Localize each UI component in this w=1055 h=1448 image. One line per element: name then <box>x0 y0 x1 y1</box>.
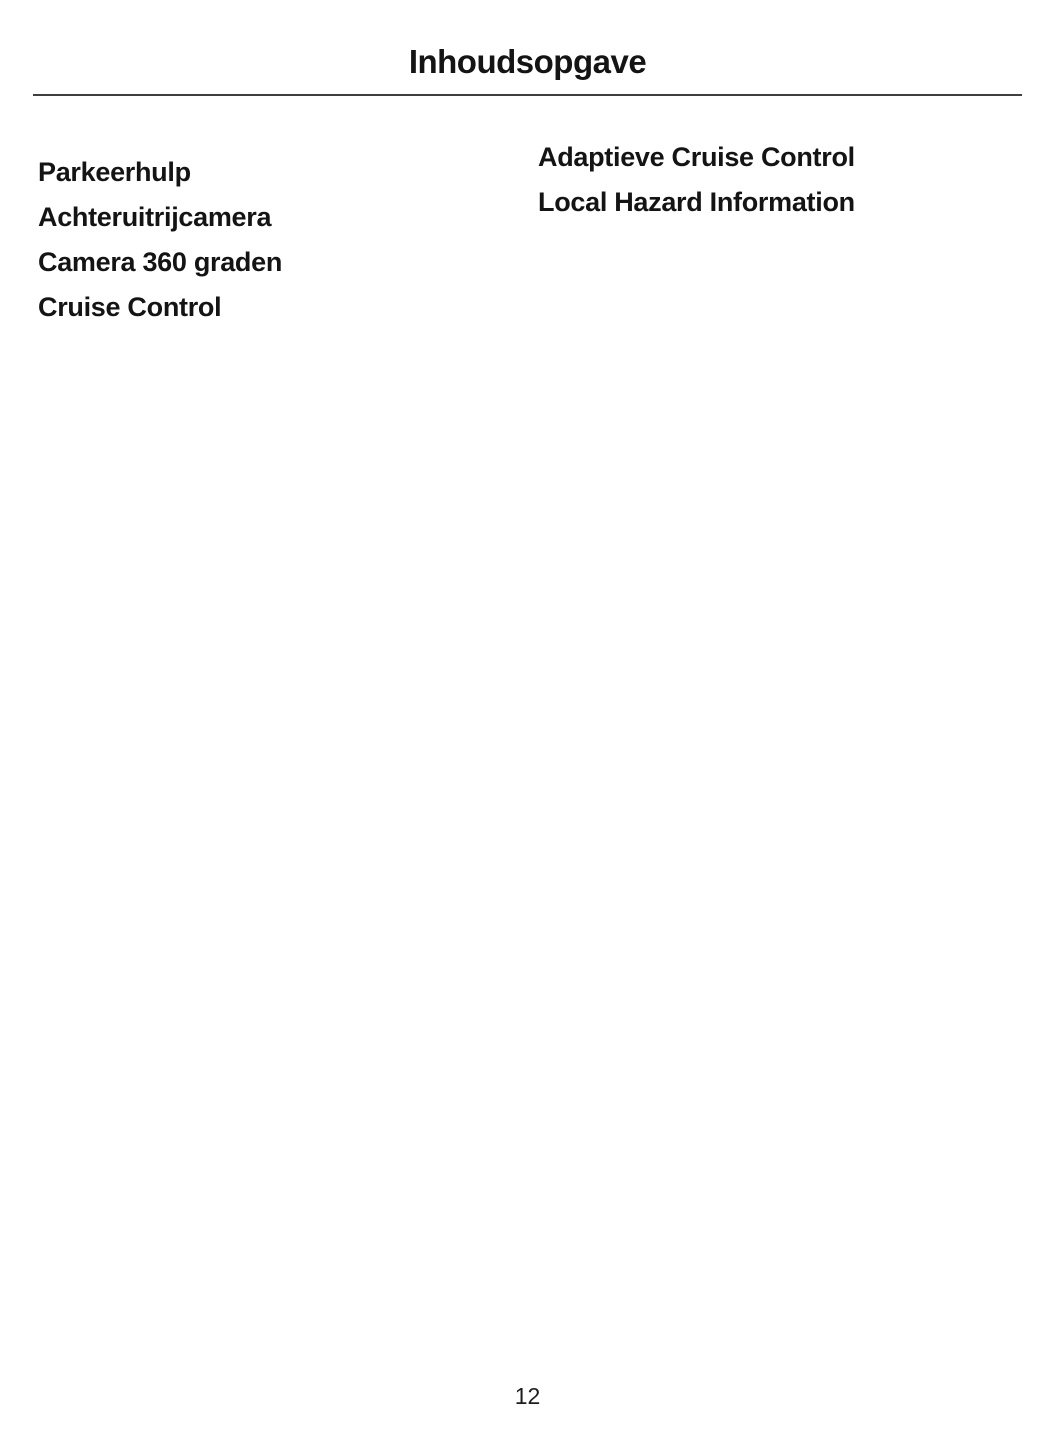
toc-columns <box>0 96 1055 331</box>
toc-section <box>538 142 989 172</box>
section-heading: Local Hazard Information <box>538 187 855 217</box>
section-heading: Camera 360 graden <box>38 247 283 277</box>
toc-left-column <box>38 142 489 331</box>
section-heading: Cruise Control <box>38 292 222 322</box>
section-heading: Parkeerhulp <box>38 157 191 187</box>
toc-section <box>38 247 489 277</box>
toc-section <box>538 187 989 217</box>
page-number: 12 <box>514 1383 541 1409</box>
toc-section <box>38 292 489 322</box>
toc-section <box>38 157 489 187</box>
section-heading: Adaptieve Cruise Control <box>538 142 855 172</box>
page-title: Inhoudsopgave <box>408 43 647 80</box>
section-heading: Achteruitrijcamera <box>38 202 272 232</box>
toc-section <box>38 202 489 232</box>
toc-right-column <box>538 142 989 226</box>
